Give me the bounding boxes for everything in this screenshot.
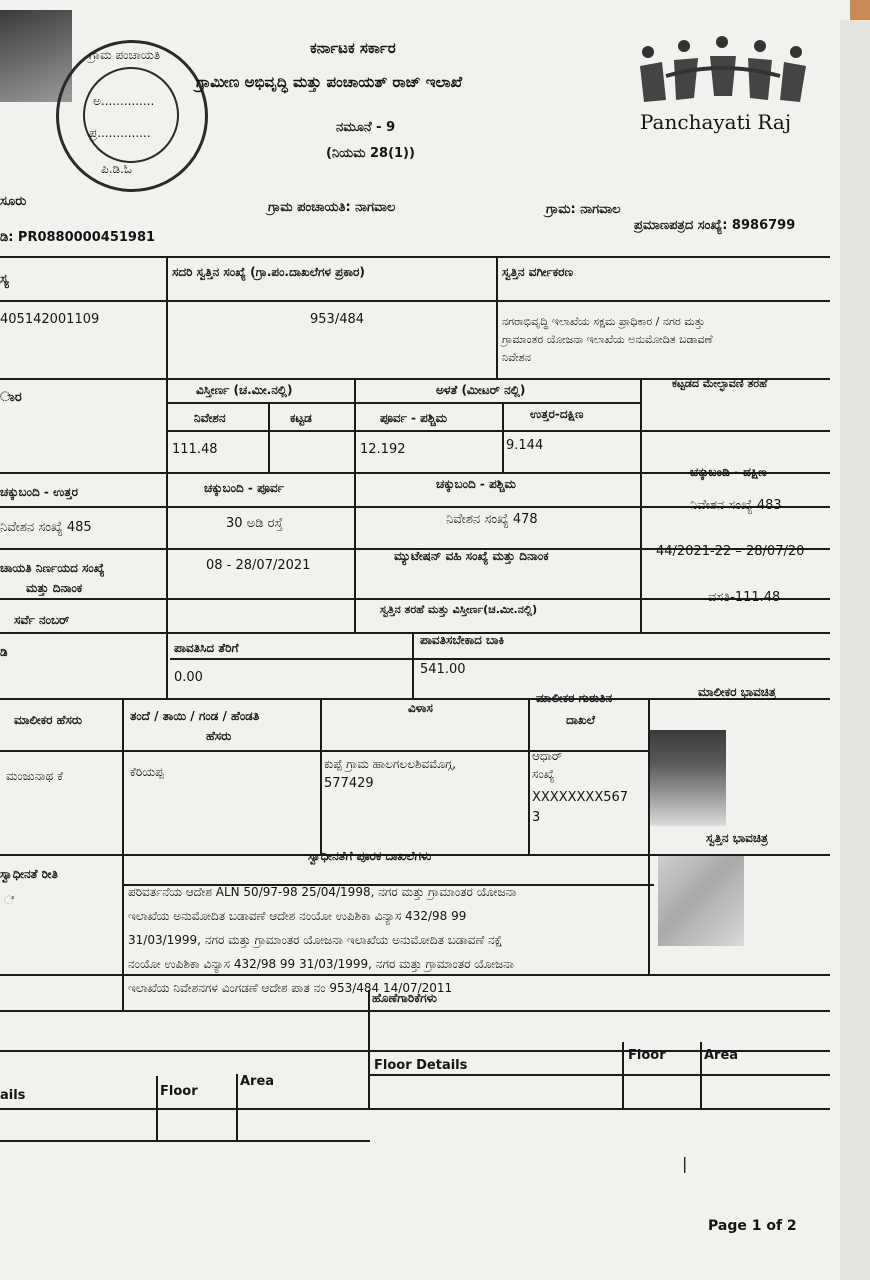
resolution-label-2: ಮತ್ತು ದಿನಾಂಕ [26, 581, 83, 595]
floor-details-left-header: ails [0, 1088, 26, 1103]
address-line-1: ಕುಪ್ಪೆ ಗ್ರಾಮ ಹಾಲಗಲಲಶಿವಮೊಗ್ಗ, [324, 757, 457, 771]
rule-line [640, 378, 642, 472]
west-boundary-value: ನಿವೇಶನ ಸಂಖ್ಯೆ 478 [446, 512, 538, 527]
village-name: ಗ್ರಾಮ: ನಾಗವಾಲ [546, 202, 621, 217]
north-boundary-header: ಚಕ್ಕುಬಂದಿ - ಉತ್ತರ [0, 485, 78, 499]
logo-text: Panchayati Raj [640, 110, 792, 134]
resolution-label-1: ಚಾಯತಿ ನಿರ್ಣಯದ ಸಂಖ್ಯೆ [0, 561, 105, 575]
north-south-value: 9.144 [506, 438, 544, 453]
property-photo-header: ಸ್ವತ್ತಿನ ಭಾವಚಿತ್ರ [706, 831, 768, 845]
rule-line [156, 1076, 158, 1142]
footer-mark: | [682, 1154, 688, 1173]
panchayati-raj-logo [636, 36, 816, 146]
rule-line [0, 974, 830, 976]
owner-photo-header: ಮಾಲೀಕರ ಭಾವಚಿತ್ರ [698, 685, 776, 699]
mutation-value: 44/2021-22 – 28/07/20 [656, 544, 805, 559]
documents-header: ಸ್ವಾಧೀನತೆಗೆ ಪೂರಕ ದಾಖಲೆಗಳು [308, 849, 432, 863]
mutation-label: ಮ್ಯುಟೇಷನ್ ವಹಿ ಸಂಖ್ಯೆ ಮತ್ತು ದಿನಾಂಕ [394, 549, 549, 563]
document-line-3: 31/03/1999, ನಗರ ಮತ್ತು ಗ್ರಾಮಾಂತರ ಯೋಜನಾ ಇಲಾಖೆಯ ಅನುಮೋದಿತ ಬಡಾವಣೆ ನಕ್ಷೆ [128, 933, 503, 947]
east-west-header: ಪೂರ್ವ - ಪಶ್ಚಿಮ [380, 411, 448, 425]
people-logo-icon [636, 36, 816, 106]
rule-line [496, 256, 498, 378]
owner-id-header-1: ಮಾಲೀಕರ ಗುರುತಿನ [536, 691, 613, 705]
next-page-edge [840, 20, 870, 1280]
department-title: ಗ್ರಾಮೀಣ ಅಭಿವೃದ್ಧಿ ಮತ್ತು ಪಂಚಾಯತ್ ರಾಜ್ ಇಲಾಖೆ [196, 73, 463, 91]
aadhaar-number: XXXXXXXX567 [532, 790, 629, 805]
rule-line [0, 256, 830, 258]
certificate-number: ಪ್ರಮಾಣಪತ್ರದ ಸಂಖ್ಯೆ: 8986799 [634, 218, 796, 233]
tax-due-header: ಪಾವತಿಸಬೇಕಾದ ಬಾಕಿ [420, 633, 505, 647]
seal-text: ಗ್ರಾಮ ಪಂಚಾಯತಿ [89, 48, 161, 62]
property-photo [658, 856, 744, 946]
rule-line [268, 402, 270, 472]
south-boundary-value: ನಿವೇಶನ ಸಂಖ್ಯೆ 483 [690, 498, 782, 513]
property-type-value: ವಸತಿ-111.48 [708, 590, 781, 605]
tax-left-label: ಡಿ [0, 645, 8, 659]
east-boundary-header: ಚಕ್ಕುಬಂದಿ - ಪೂರ್ವ [204, 481, 284, 495]
aadhaar-number-suffix: 3 [532, 810, 541, 825]
address-line-2: 577429 [324, 776, 374, 791]
seal-signature-2: ಪ್ರ.............. [89, 126, 151, 140]
property-id-value: 405142001109 [0, 312, 100, 327]
form-number: ನಮೂನೆ - 9 [336, 120, 396, 135]
north-boundary-value: ನಿವೇಶನ ಸಂಖ್ಯೆ 485 [0, 520, 92, 535]
rule-line [354, 378, 356, 472]
tax-paid-header: ಪಾವತಿಸಿದ ತೆರಿಗೆ [174, 641, 239, 655]
rule-line [412, 632, 414, 698]
owner-name-header: ಮಾಲೀಕರ ಹೆಸರು [14, 713, 83, 727]
area-left-header: Area [240, 1074, 275, 1089]
east-boundary-value: 30 ಅಡಿ ರಸ್ತೆ [226, 516, 283, 531]
parent-name-header-2: ಹೆಸರು [206, 729, 232, 743]
rule-line [0, 1140, 370, 1142]
rule-line [170, 658, 830, 660]
property-type-label: ಸ್ವತ್ತಿನ ತರಹೆ ಮತ್ತು ವಿಸ್ತೀರ್ಣ(ಚ.ಮೀ.ನಲ್ಲಿ) [380, 603, 538, 616]
rule-line [0, 598, 830, 600]
document-line-4: ನಂಯೋ ಉಪಿಶಿಕಾ ವಿನ್ಯಾಸ 432/98 99 31/03/1999, ನಗರ ಮತ್ತು ಗ್ರಾಮಾಂತರ ಯೋಜನಾ [128, 957, 514, 971]
classification-line-2: ಗ್ರಾಮಾಂತರ ಯೋಜನಾ ಇಲಾಖೆಯ ಅನುಮೋದಿತ ಬಡಾವಣೆ [502, 333, 713, 346]
owner-name-value: ಮಂಜುನಾಥ ಕೆ [6, 769, 63, 783]
classification-line-3: ನಿವೇಶನ [502, 351, 531, 364]
rule-line [168, 402, 640, 404]
floor-details-right-header: Floor Details [374, 1058, 468, 1073]
east-west-value: 12.192 [360, 442, 406, 457]
rule-line [368, 990, 370, 1108]
owner-id-header-2: ದಾಖಲೆ [566, 713, 595, 727]
area-right-header: Area [704, 1048, 739, 1063]
rule-line [320, 698, 322, 854]
rule-line [622, 1042, 624, 1108]
area-left-header: ಾರ [0, 390, 22, 405]
owner-photo [650, 730, 726, 826]
roof-type-header: ಕಟ್ಟಡದ ಮೇಲ್ಛಾವಣಿ ತರಹೆ [672, 377, 768, 390]
dimensions-header: ಅಳತೆ (ಮೀಟರ್ ನಲ್ಲಿ) [436, 383, 526, 397]
seal-inner-ring [83, 67, 179, 163]
district-fragment: ಸೂರು [0, 194, 27, 209]
document-line-1: ಪರಿವರ್ತನೆಯ ಆದೇಶ ALN 50/97-98 25/04/1998, ನಗರ ಮತ್ತು ಗ್ರಾಮಾಂತರ ಯೋಜನಾ [128, 885, 517, 899]
site-header: ನಿವೇಶನ [194, 411, 226, 425]
id-number-label: ಸಂಖ್ಯೆ [532, 767, 555, 781]
possession-type-mark: ೆ [4, 893, 14, 907]
id-type: ಆಧಾರ್ [532, 749, 563, 763]
west-boundary-header: ಚಕ್ಕುಬಂದಿ - ಪಶ್ಚಿಮ [436, 477, 516, 491]
address-header: ವಿಳಾಸ [408, 701, 433, 715]
rule-line [354, 472, 356, 632]
rule-line [0, 632, 830, 634]
building-header: ಕಟ್ಟಡ [290, 411, 312, 425]
classification-line-1: ನಗರಾಭಿವೃದ್ಧಿ ಇಲಾಖೆಯ ಸಕ್ಷಮ ಪ್ರಾಧಿಕಾರ / ನಗರ ಮತ್ತು [502, 315, 705, 328]
tax-due-value: 541.00 [420, 662, 466, 677]
rule-line [640, 472, 642, 632]
rule-line [528, 698, 530, 854]
floor-right-header: Floor [628, 1048, 666, 1063]
parent-name-header-1: ತಂದೆ / ತಾಯಿ / ಗಂಡ / ಹೆಂಡತಿ [130, 709, 260, 723]
panchayat-seal [56, 40, 208, 192]
property-col1-header: ಸ್ಯ [0, 272, 9, 287]
possession-type-header: ಸ್ವಾಧೀನತೆ ರೀತಿ [0, 867, 58, 881]
rule-line [502, 402, 504, 472]
page-number: Page 1 of 2 [708, 1218, 797, 1234]
document-line-5: ಇಲಾಖೆಯ ನಿವೇಶನಗಳ ವಿಂಗಡಣೆ ಆದೇಶ ಪಾತ ನಂ 953/484 14/07/2011 [128, 981, 453, 995]
seal-signature-1: ಅ.............. [93, 94, 155, 108]
liabilities-header: ಹೊಣೆಗಾರಿಕೆಗಳು [372, 991, 437, 1005]
site-area-value: 111.48 [172, 442, 218, 457]
resolution-value: 08 - 28/07/2021 [206, 558, 311, 573]
survey-number-label: ಸರ್ವೆ ನಂಬರ್ [14, 613, 70, 627]
north-south-header: ಉತ್ತರ-ದಕ್ಷಿಣ [530, 407, 584, 421]
rule-number: (ನಿಯಮ 28(1)) [326, 146, 415, 161]
gram-panchayat: ಗ್ರಾಮ ಪಂಚಾಯತಿ: ನಾಗವಾಲ [268, 200, 396, 215]
rule-line [700, 1042, 702, 1108]
rule-line [0, 1010, 830, 1012]
classification-header: ಸ್ವತ್ತಿನ ವರ್ಗೀಕರಣ [502, 265, 573, 279]
property-id: ಡಿ: PR0880000451981 [0, 230, 156, 245]
area-header: ವಿಸ್ತೀರ್ಣ (ಚ.ಮೀ.ನಲ್ಲಿ) [196, 383, 293, 397]
rule-line [236, 1074, 238, 1140]
rule-line [122, 698, 124, 1010]
document-line-2: ಇಲಾಖೆಯ ಅನುಮೋದಿತ ಬಡಾವಣೆ ಆದೇಶ ನಂಯೋ ಉಪಿಶಿಕಾ ವಿನ್ಯಾಸ 432/98 99 [128, 909, 467, 923]
property-number-header: ಸದರಿ ಸ್ವತ್ತಿನ ಸಂಖ್ಯೆ (ಗ್ರಾ.ಪಂ.ದಾಖಲೆಗಳ ಪ್ರಕಾರ) [172, 265, 365, 279]
tax-paid-value: 0.00 [174, 670, 203, 685]
parent-name-value: ಕೆರಿಯಪ್ಪ [130, 765, 164, 779]
rule-line [370, 1074, 830, 1076]
government-title: ಕರ್ನಾಟಕ ಸರ್ಕಾರ [310, 39, 396, 57]
rule-line [166, 256, 168, 698]
rule-line [0, 1108, 830, 1110]
property-number-value: 953/484 [310, 312, 365, 327]
floor-left-header: Floor [160, 1084, 198, 1099]
rule-line [0, 300, 830, 302]
seal-sub-text: ಪಿ.ಡಿ.ಓ [101, 162, 132, 176]
south-boundary-header: ಚಕ್ಕುಬಂದಿ - ದಕ್ಷಿಣ [690, 465, 767, 479]
